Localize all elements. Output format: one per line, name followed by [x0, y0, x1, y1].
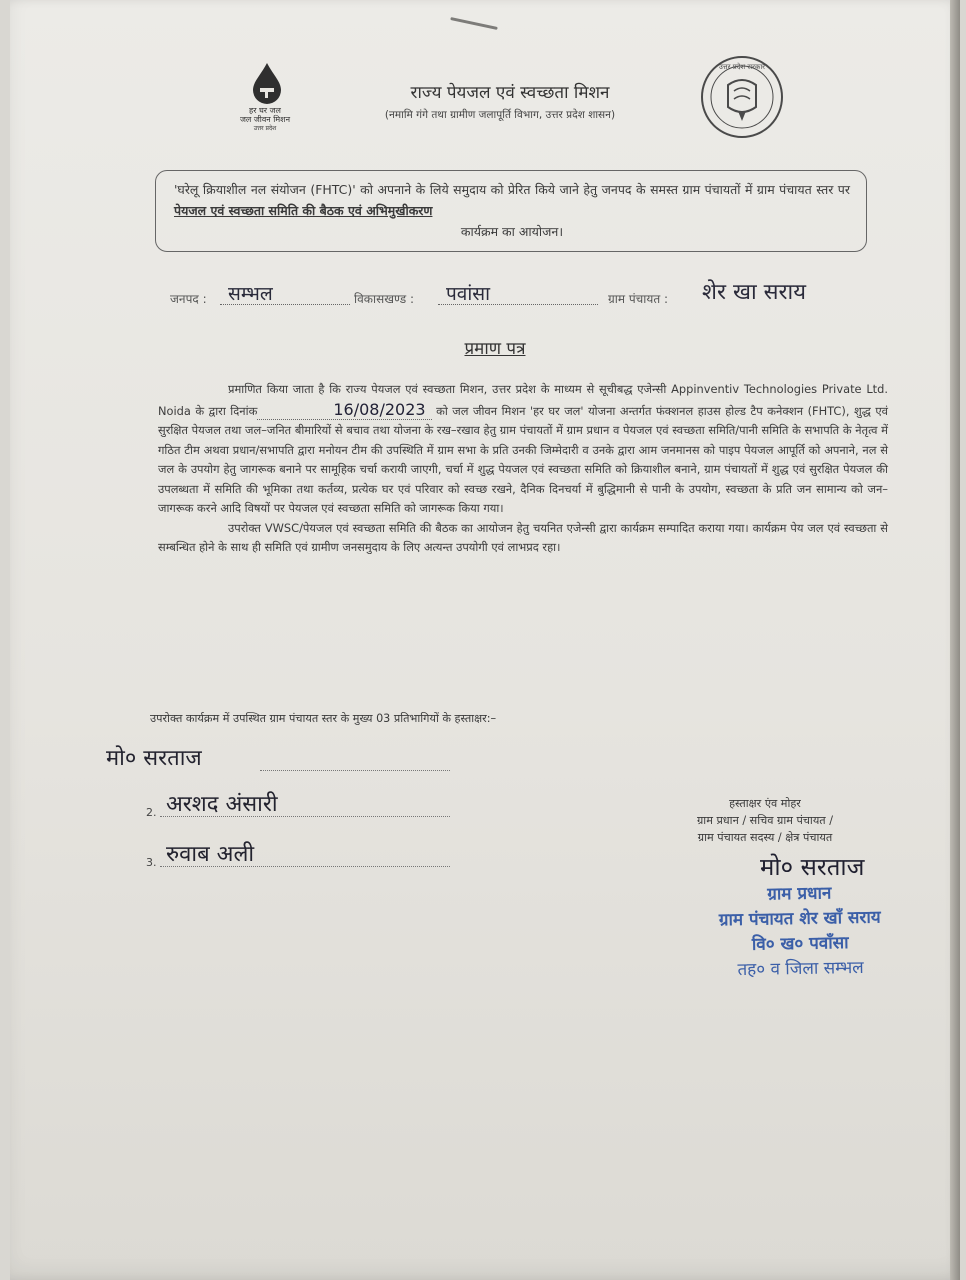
- logo-tagline-3: उत्तर प्रदेश: [253, 125, 277, 132]
- handwritten-date: 16/08/2023: [257, 400, 431, 421]
- emblem-text: उत्तर प्रदेश सरकार: [718, 63, 766, 71]
- program-banner: [155, 170, 867, 252]
- janpad-value: सम्भल: [228, 283, 273, 305]
- participant-1-name: मो० सरताज: [106, 746, 202, 771]
- certificate-paragraph-1: [158, 380, 888, 519]
- location-fields: [170, 282, 870, 312]
- participant-3-number: 3.: [146, 856, 157, 869]
- participant-1-line: [260, 770, 450, 771]
- para1-start: प्रमाणित किया जाता है कि राज्य पेयजल एवं स्वच्छता मिशन, उत्तर प्रदेश के माध्यम से सूचीबद्ध एजेन्सी Appinventiv Technologies Private Ltd. Noida के द्वारा दिनांक: [158, 382, 888, 418]
- stamp-line-4: तह० व जिला सम्भल: [737, 957, 864, 981]
- banner-part-2: कार्यक्रम का आयोजन।: [460, 224, 564, 239]
- logo-tagline: [220, 106, 310, 133]
- vikaskhand-dotted-line: [438, 304, 598, 305]
- participant-2-line: [160, 816, 450, 817]
- gram-panchayat-label: ग्राम पंचायत :: [608, 292, 669, 306]
- participant-signature-3: [100, 838, 520, 878]
- pradhan-signature: मो० सरताज: [760, 853, 865, 881]
- banner-part-1: 'घरेलू क्रियाशील नल संयोजन (FHTC)' को अपनाने के लिये समुदाय को प्रेरित किये जाने हेतु जनपद के समस्त ग्राम पंचायतों में ग्राम पंचायत स्तर पर: [174, 182, 850, 197]
- certificate-body: [158, 380, 888, 558]
- up-government-emblem-icon: [700, 55, 784, 139]
- mission-subtitle: (नमामि गंगे तथा ग्रामीण जलापूर्ति विभाग, उत्तर प्रदेश शासन): [384, 109, 616, 121]
- authority-line-3: ग्राम पंचायत सदस्य / क्षेत्र पंचायत: [697, 831, 833, 844]
- participant-2-number: 2.: [146, 806, 157, 819]
- participant-signature-1: [100, 742, 520, 782]
- gram-panchayat-value: शेर खा सराय: [702, 280, 806, 305]
- participant-3-line: [160, 866, 450, 867]
- authority-line-1: हस्ताक्षर एंव मोहर: [729, 797, 801, 810]
- janpad-label: जनपद :: [170, 292, 207, 306]
- stamp-line-2: ग्राम पंचायत शेर खाँ सराय: [718, 907, 881, 931]
- banner-text: [174, 179, 850, 242]
- paper-edge-shadow: [950, 0, 960, 1280]
- vikaskhand-value: पवांसा: [446, 283, 491, 305]
- participant-2-name: अरशद अंसारी: [166, 792, 278, 817]
- jal-jeevan-mission-logo: [220, 62, 310, 132]
- logo-tagline-2: जल जीवन मिशन: [239, 115, 291, 124]
- authority-line-2: ग्राम प्रधान / सचिव ग्राम पंचायत /: [696, 814, 834, 827]
- participant-signature-2: [100, 788, 520, 828]
- banner-underlined: पेयजल एवं स्वच्छता समिति की बैठक एवं अभिमुखीकरण: [174, 203, 433, 218]
- participant-3-name: रुवाब अली: [166, 842, 255, 867]
- gram-pradhan-stamp: [679, 880, 921, 984]
- authority-block: [650, 795, 880, 846]
- participants-intro: उपरोक्त कार्यक्रम में उपस्थित ग्राम पंचायत स्तर के मुख्य 03 प्रतिभागियों के हस्ताक्षर:–: [150, 712, 497, 725]
- certificate-title: प्रमाण पत्र: [464, 339, 526, 359]
- janpad-dotted-line: [220, 304, 350, 305]
- water-drop-icon: [250, 62, 284, 104]
- mission-title: राज्य पेयजल एवं स्वच्छता मिशन: [410, 83, 610, 103]
- stamp-line-1: ग्राम प्रधान: [767, 883, 832, 905]
- stamp-line-3: वि० ख० पवाँसा: [751, 933, 849, 955]
- vikaskhand-label: विकासखण्ड :: [354, 292, 415, 306]
- certificate-paragraph-2: उपरोक्त VWSC/पेयजल एवं स्वच्छता समिति की बैठक का आयोजन हेतु चयनित एजेन्सी द्वारा कार्यक्रम सम्पादित कराया गया। कार्यक्रम पेय जल एवं स्वच्छता से सम्बन्धित होने के साथ ही समिति एवं ग्रामीण जनसमुदाय के लिए अत्यन्त उपयोगी एवं लाभप्रद रहा।: [158, 520, 888, 554]
- logo-tagline-1: हर घर जल: [249, 106, 281, 115]
- para1-rest: को जल जीवन मिशन 'हर घर जल' योजना अन्तर्गत फंक्शनल हाउस होल्ड टैप कनेक्शन (FHTC), शुद्ध एवं सुरक्षित पेयजल तथा जल–जनित बीमारियों से बचाव तथा योजना के रख–रखाव हेतु ग्राम पंचायतों में ग्राम प्रधान व पेयजल एवं स्वच्छता समिति/पानी समिति के सभापति के नेतृत्व में गठित टीम अथवा प्रधान/सभापति द्वारा मनोयन टीम की उपस्थिति में ग्राम सभा के प्रति उनकी जिम्मेदारी व उनके द्वारा आम जनमानस को पाइप पेयजल आपूर्ति को अपनाने, नल से जल के उपयोग हेतु जागरूक बनाने पर सामूहिक चर्चा करायी जाएगी, चर्चा में शुद्ध पेयजल एवं स्वच्छता समिति को क्रियाशील बनाने, ग्राम पंचायतों में शुद्ध एवं सुरक्षित पेयजल की उपलब्धता में समिति की भूमिका तथा कर्तव्य, प्रत्येक घर एवं परिवार को स्वच्छ रखने, दैनिक दिनचर्या में बुद्धिमानी से पानी के उपयोग, स्वच्छता के प्रति जन सामान्य को जन–जागरूक करने आदि विषयों पर पेयजल एवं स्वच्छता समिति को जागरूक किया गया।: [158, 403, 888, 515]
